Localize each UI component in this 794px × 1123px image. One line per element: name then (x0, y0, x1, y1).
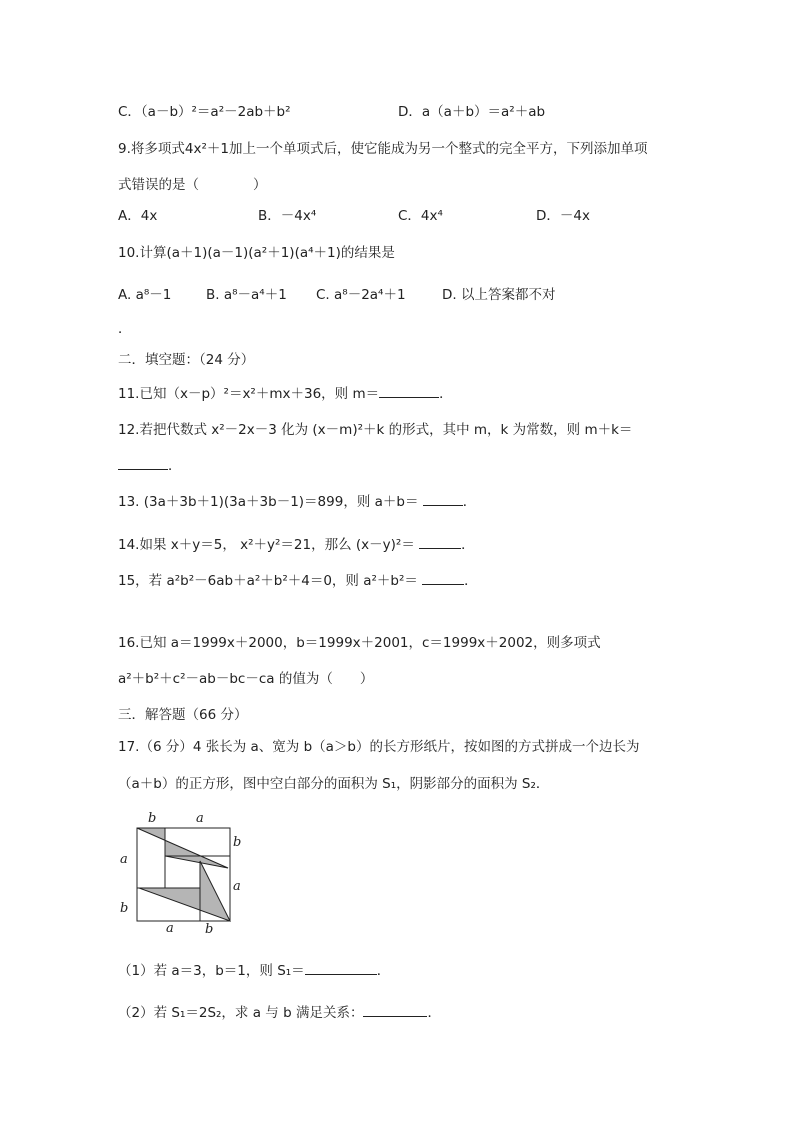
question-10: 10.计算(a＋1)(a－1)(a²＋1)(a⁴＋1)的结果是 (118, 245, 395, 261)
option-9d: D．－4x (536, 208, 590, 224)
label-right-a: a (233, 879, 241, 894)
question-17: 17.（6 分）4 张长为 a、宽为 b（a＞b）的长方形纸片，按如图的方式拼成一个边长为 (118, 739, 640, 755)
question-15-end: ． (464, 573, 478, 589)
answer-blank-17-2[interactable] (363, 1004, 427, 1017)
question-17-part-1-text: （1）若 a＝3，b＝1，则 S₁＝ (118, 963, 305, 979)
option-8d: D．a（a＋b）＝a²＋ab (398, 104, 546, 120)
figure-shapes (137, 828, 230, 921)
section-2-heading: 二．填空题：（24 分） (118, 352, 255, 368)
option-10d: D. 以上答案都不对 (442, 287, 556, 303)
question-9: 9.将多项式4x²＋1加上一个单项式后，使它能成为另一个整式的完全平方，下列添加单项 (118, 141, 648, 157)
option-9b: B．－4x⁴ (258, 208, 317, 224)
question-11 (118, 385, 453, 403)
question-15-text: 15，若 a²b²－6ab＋a²＋b²＋4＝0，则 a²＋b²＝ (118, 573, 418, 589)
question-9-cont: 式错误的是（ ） (118, 177, 267, 193)
question-17-cont: （a＋b）的正方形，图中空白部分的面积为 S₁，阴影部分的面积为 S₂． (118, 776, 550, 792)
answer-blank-15[interactable] (422, 572, 464, 585)
question-12-end: ． (168, 458, 182, 474)
question-17-part-1-end: ． (376, 963, 391, 979)
question-14 (118, 536, 475, 554)
answer-blank-17-1[interactable] (305, 962, 377, 975)
label-left-b: b (120, 901, 129, 916)
label-bottom-a: a (166, 921, 174, 936)
question-13-end: ． (462, 494, 477, 510)
question-14-text: 14.如果 x＋y＝5， x²＋y²＝21，那么 (x－y)²＝ (118, 537, 415, 553)
option-9c: C．4x⁴ (398, 208, 443, 224)
question-11-text: 11.已知（x－p）²＝x²＋mx＋36，则 m＝ (118, 386, 380, 402)
question-13-text: 13. (3a＋3b＋1)(3a＋3b－1)＝899，则 a＋b＝ (118, 494, 419, 510)
answer-blank-13[interactable] (423, 493, 463, 506)
question-14-end: ． (461, 537, 475, 553)
option-8c: C．（a－b）²＝a²－2ab＋b² (118, 104, 291, 120)
question-16: 16.已知 a＝1999x＋2000，b＝1999x＋2001，c＝1999x＋2002，则多项式 (118, 635, 601, 651)
square-figure (110, 808, 260, 938)
option-10c: C. a⁸－2a⁴＋1 (316, 287, 406, 303)
answer-blank-11[interactable] (379, 385, 439, 398)
option-10a: A. a⁸－1 (118, 287, 172, 303)
question-13 (118, 493, 476, 511)
answer-blank-12[interactable] (118, 457, 168, 470)
answer-blank-14[interactable] (419, 536, 461, 549)
option-9a: A．4x (118, 208, 158, 224)
question-17-part-2-end: ． (427, 1005, 441, 1021)
label-bottom-b: b (205, 922, 214, 937)
shaded-region-top (137, 828, 228, 868)
question-15 (118, 572, 478, 590)
label-top-a: a (196, 811, 204, 826)
section-3-heading: 三．解答题（66 分） (118, 707, 248, 723)
question-17-part-2 (118, 1004, 441, 1022)
stray-dot: ． (118, 321, 132, 337)
option-10b: B. a⁸－a⁴＋1 (206, 287, 287, 303)
question-17-part-1 (118, 962, 390, 980)
question-12: 12.若把代数式 x²－2x－3 化为 (x－m)²＋k 的形式，其中 m，k 为常数，则 m＋k＝ (118, 422, 633, 438)
question-17-part-2-text: （2）若 S₁＝2S₂，求 a 与 b 满足关系： (118, 1005, 364, 1021)
label-top-b: b (148, 811, 157, 826)
question-11-end: ． (439, 386, 453, 402)
question-12-answer (118, 457, 182, 475)
label-right-b: b (233, 835, 242, 850)
question-16-cont: a²＋b²＋c²－ab－bc－ca 的值为（ ） (118, 671, 374, 687)
label-left-a: a (120, 852, 128, 867)
shaded-region-bottom (139, 861, 230, 921)
